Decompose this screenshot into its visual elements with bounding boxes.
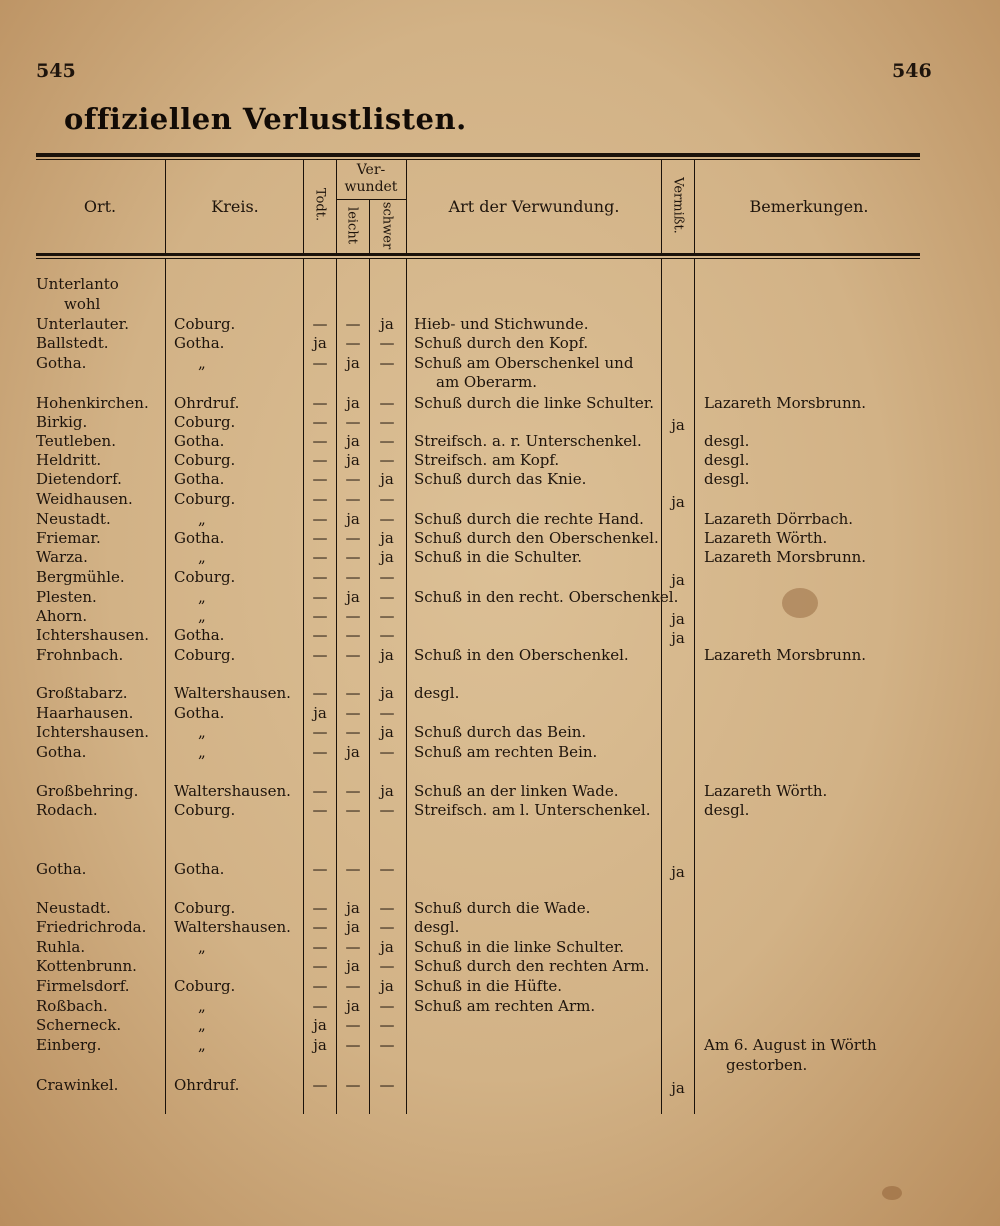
cell-schwer: — <box>379 451 395 469</box>
cell-ort: Friemar. <box>36 529 101 547</box>
cell-leicht: — <box>345 977 361 995</box>
cell-ort: Rodach. <box>36 801 98 819</box>
cell-schwer: — <box>379 510 395 528</box>
cell-ort: Gotha. <box>36 354 87 372</box>
cell-art: Streifsch. a. r. Unterschenkel. <box>414 432 642 450</box>
cell-leicht: — <box>345 529 361 547</box>
cell-todt: — <box>312 782 328 800</box>
cell-schwer: — <box>379 588 395 606</box>
cell-leicht: — <box>345 490 361 508</box>
cell-art: Schuß in die Hüfte. <box>414 977 563 995</box>
cell-todt: — <box>312 432 328 450</box>
cell-ort: Roßbach. <box>36 997 108 1015</box>
cell-schwer: — <box>379 354 395 372</box>
cell-todt: ja <box>313 704 327 722</box>
cell-leicht: — <box>345 315 361 333</box>
cell-leicht: ja <box>346 510 360 528</box>
header-ort: Ort. <box>83 197 117 216</box>
cell-kreis: „ <box>198 607 206 625</box>
cell-schwer: — <box>379 490 395 508</box>
cell-ort: Großbehring. <box>36 782 139 800</box>
cell-ort: Scherneck. <box>36 1016 122 1034</box>
cell-art: Schuß in die linke Schulter. <box>414 938 625 956</box>
cell-leicht: — <box>345 568 361 586</box>
cell-vermisst: ja <box>671 1079 685 1097</box>
cell-schwer: — <box>379 626 395 644</box>
cell-ort: Crawinkel. <box>36 1076 119 1094</box>
verwundet-subrule <box>336 199 406 200</box>
cell-schwer: — <box>379 997 395 1015</box>
column-divider <box>303 259 304 1114</box>
cell-leicht: — <box>345 470 361 488</box>
cell-ort: Hohenkirchen. <box>36 394 149 412</box>
cell-kreis: Coburg. <box>174 315 236 333</box>
cell-kreis: Coburg. <box>174 568 236 586</box>
cell-todt: — <box>312 684 328 702</box>
cell-kreis: Gotha. <box>174 432 225 450</box>
cell-schwer: — <box>379 1036 395 1054</box>
cell-kreis: Gotha. <box>174 626 225 644</box>
cell-schwer: — <box>379 413 395 431</box>
cell-art: Schuß durch das Bein. <box>414 723 587 741</box>
cell-art: Streifsch. am Kopf. <box>414 451 560 469</box>
cell-kreis: „ <box>198 548 206 566</box>
cell-kreis: Coburg. <box>174 646 236 664</box>
cell-ort: Gotha. <box>36 860 87 878</box>
cell-ort: Ahorn. <box>36 607 88 625</box>
cell-bemerkungen: gestorben. <box>726 1056 808 1074</box>
cell-kreis: „ <box>198 1036 206 1054</box>
cell-art: Schuß durch die linke Schulter. <box>414 394 655 412</box>
cell-bemerkungen: Lazareth Dörrbach. <box>704 510 854 528</box>
cell-art: Schuß am rechten Bein. <box>414 743 598 761</box>
page-heading: offiziellen Verlustlisten. <box>64 102 467 136</box>
cell-todt: — <box>312 470 328 488</box>
cell-leicht: ja <box>346 918 360 936</box>
cell-leicht: ja <box>346 899 360 917</box>
cell-leicht: — <box>345 704 361 722</box>
cell-kreis: Ohrdruf. <box>174 394 240 412</box>
cell-vermisst: ja <box>671 493 685 511</box>
cell-ort: Neustadt. <box>36 899 111 917</box>
cell-vermisst: ja <box>671 863 685 881</box>
cell-todt: — <box>312 529 328 547</box>
cell-leicht: — <box>345 607 361 625</box>
cell-kreis: Coburg. <box>174 899 236 917</box>
cell-kreis: „ <box>198 997 206 1015</box>
cell-schwer: — <box>379 1076 395 1094</box>
header-art: Art der Verwundung. <box>448 197 620 216</box>
cell-todt: — <box>312 607 328 625</box>
column-divider <box>303 160 304 253</box>
cell-art: Schuß durch den Kopf. <box>414 334 589 352</box>
column-divider <box>694 259 695 1114</box>
cell-ort: Neustadt. <box>36 510 111 528</box>
cell-todt: — <box>312 568 328 586</box>
column-divider <box>369 200 370 253</box>
cell-todt: — <box>312 354 328 372</box>
cell-kreis: Gotha. <box>174 470 225 488</box>
cell-ort: wohl <box>64 295 101 313</box>
cell-kreis: Gotha. <box>174 704 225 722</box>
cell-leicht: — <box>345 413 361 431</box>
page-number-right: 546 <box>892 60 932 82</box>
cell-schwer: — <box>379 743 395 761</box>
cell-schwer: — <box>379 568 395 586</box>
cell-schwer: — <box>379 801 395 819</box>
cell-leicht: ja <box>346 957 360 975</box>
cell-schwer: — <box>379 432 395 450</box>
cell-art: Schuß durch das Knie. <box>414 470 587 488</box>
cell-art: Schuß durch die Wade. <box>414 899 591 917</box>
cell-leicht: — <box>345 1036 361 1054</box>
cell-kreis: Gotha. <box>174 334 225 352</box>
cell-art: am Oberarm. <box>436 373 537 391</box>
cell-ort: Einberg. <box>36 1036 102 1054</box>
cell-leicht: — <box>345 548 361 566</box>
cell-leicht: — <box>345 646 361 664</box>
cell-schwer: — <box>379 394 395 412</box>
cell-todt: — <box>312 918 328 936</box>
cell-ort: Warza. <box>36 548 88 566</box>
cell-schwer: ja <box>380 977 394 995</box>
cell-art: Schuß in die Schulter. <box>414 548 583 566</box>
cell-todt: — <box>312 957 328 975</box>
cell-bemerkungen: desgl. <box>704 801 750 819</box>
cell-kreis: Waltershausen. <box>174 918 291 936</box>
table-top-rule-thin <box>36 159 920 160</box>
cell-ort: Plesten. <box>36 588 97 606</box>
cell-kreis: „ <box>198 723 206 741</box>
cell-schwer: ja <box>380 315 394 333</box>
cell-ort: Firmelsdorf. <box>36 977 130 995</box>
cell-todt: — <box>312 588 328 606</box>
cell-todt: — <box>312 490 328 508</box>
cell-art: Schuß am rechten Arm. <box>414 997 596 1015</box>
cell-todt: — <box>312 315 328 333</box>
cell-todt: — <box>312 938 328 956</box>
cell-todt: — <box>312 1076 328 1094</box>
cell-todt: — <box>312 413 328 431</box>
cell-ort: Gotha. <box>36 743 87 761</box>
cell-ort: Ichtershausen. <box>36 723 150 741</box>
cell-bemerkungen: Lazareth Morsbrunn. <box>704 646 867 664</box>
column-divider <box>165 259 166 1114</box>
cell-art: Schuß durch die rechte Hand. <box>414 510 644 528</box>
cell-ort: Haarhausen. <box>36 704 134 722</box>
cell-todt: — <box>312 646 328 664</box>
cell-todt: — <box>312 451 328 469</box>
cell-schwer: ja <box>380 646 394 664</box>
cell-art: Hieb- und Stichwunde. <box>414 315 589 333</box>
cell-leicht: — <box>345 1076 361 1094</box>
cell-ort: Großtabarz. <box>36 684 128 702</box>
cell-bemerkungen: Lazareth Wörth. <box>704 529 828 547</box>
cell-art: desgl. <box>414 918 460 936</box>
cell-schwer: — <box>379 918 395 936</box>
cell-leicht: ja <box>346 743 360 761</box>
cell-schwer: ja <box>380 723 394 741</box>
header-kreis: Kreis. <box>211 197 259 216</box>
page-number-left: 545 <box>36 60 76 82</box>
cell-kreis: Waltershausen. <box>174 684 291 702</box>
cell-leicht: — <box>345 1016 361 1034</box>
cell-kreis: „ <box>198 1016 206 1034</box>
cell-leicht: ja <box>346 394 360 412</box>
cell-kreis: „ <box>198 743 206 761</box>
cell-todt: — <box>312 997 328 1015</box>
cell-kreis: „ <box>198 354 206 372</box>
column-divider <box>406 160 407 253</box>
cell-schwer: — <box>379 1016 395 1034</box>
cell-leicht: ja <box>346 432 360 450</box>
header-todt: Todt. <box>312 187 328 222</box>
cell-ort: Ballstedt. <box>36 334 109 352</box>
cell-ort: Kottenbrunn. <box>36 957 137 975</box>
cell-leicht: — <box>345 938 361 956</box>
ink-stain <box>882 1186 902 1200</box>
header-bottom-rule <box>36 253 920 256</box>
cell-ort: Dietendorf. <box>36 470 122 488</box>
cell-schwer: ja <box>380 548 394 566</box>
cell-kreis: Coburg. <box>174 801 236 819</box>
cell-ort: Friedrichroda. <box>36 918 147 936</box>
cell-ort: Ruhla. <box>36 938 86 956</box>
cell-todt: ja <box>313 1016 327 1034</box>
table-top-rule <box>36 153 920 157</box>
header-verwundet: Ver- wundet <box>344 162 398 195</box>
cell-bemerkungen: desgl. <box>704 451 750 469</box>
cell-ort: Frohnbach. <box>36 646 124 664</box>
cell-art: Schuß am Oberschenkel und <box>414 354 634 372</box>
cell-schwer: — <box>379 899 395 917</box>
cell-bemerkungen: Am 6. August in Wörth <box>704 1036 877 1054</box>
column-divider <box>165 160 166 253</box>
cell-todt: — <box>312 743 328 761</box>
cell-ort: Teutleben. <box>36 432 116 450</box>
header-bottom-rule-thin <box>36 258 920 259</box>
cell-leicht: ja <box>346 354 360 372</box>
cell-ort: Bergmühle. <box>36 568 125 586</box>
cell-schwer: — <box>379 607 395 625</box>
cell-vermisst: ja <box>671 416 685 434</box>
column-divider <box>661 259 662 1114</box>
cell-vermisst: ja <box>671 571 685 589</box>
column-divider <box>694 160 695 253</box>
cell-bemerkungen: desgl. <box>704 470 750 488</box>
cell-kreis: Ohrdruf. <box>174 1076 240 1094</box>
cell-ort: Unterlanto <box>36 275 119 293</box>
cell-todt: — <box>312 860 328 878</box>
cell-kreis: „ <box>198 588 206 606</box>
cell-ort: Ichtershausen. <box>36 626 150 644</box>
header-bemerkungen: Bemerkungen. <box>749 197 869 216</box>
cell-todt: ja <box>313 334 327 352</box>
cell-todt: — <box>312 394 328 412</box>
cell-leicht: — <box>345 801 361 819</box>
cell-leicht: ja <box>346 997 360 1015</box>
cell-art: Schuß in den Oberschenkel. <box>414 646 629 664</box>
cell-todt: — <box>312 548 328 566</box>
cell-schwer: ja <box>380 529 394 547</box>
cell-art: desgl. <box>414 684 460 702</box>
cell-art: Schuß durch den rechten Arm. <box>414 957 650 975</box>
cell-todt: — <box>312 723 328 741</box>
cell-kreis: „ <box>198 510 206 528</box>
cell-schwer: ja <box>380 938 394 956</box>
cell-bemerkungen: Lazareth Morsbrunn. <box>704 394 867 412</box>
cell-schwer: ja <box>380 470 394 488</box>
cell-ort: Weidhausen. <box>36 490 133 508</box>
cell-kreis: Coburg. <box>174 413 236 431</box>
header-schwer: schwer <box>379 201 395 250</box>
cell-bemerkungen: desgl. <box>704 432 750 450</box>
cell-bemerkungen: Lazareth Morsbrunn. <box>704 548 867 566</box>
cell-ort: Unterlauter. <box>36 315 129 333</box>
cell-leicht: — <box>345 626 361 644</box>
cell-schwer: ja <box>380 782 394 800</box>
column-divider <box>661 160 662 253</box>
cell-art: Schuß an der linken Wade. <box>414 782 619 800</box>
cell-leicht: ja <box>346 588 360 606</box>
cell-schwer: — <box>379 704 395 722</box>
header-vermisst: Vermißt. <box>670 177 686 234</box>
cell-kreis: Waltershausen. <box>174 782 291 800</box>
cell-kreis: „ <box>198 938 206 956</box>
cell-art: Schuß durch den Oberschenkel. <box>414 529 659 547</box>
cell-vermisst: ja <box>671 629 685 647</box>
cell-schwer: — <box>379 957 395 975</box>
cell-todt: — <box>312 899 328 917</box>
cell-todt: — <box>312 510 328 528</box>
cell-schwer: — <box>379 334 395 352</box>
cell-kreis: Gotha. <box>174 860 225 878</box>
cell-bemerkungen: Lazareth Wörth. <box>704 782 828 800</box>
header-leicht: leicht <box>344 207 360 244</box>
cell-leicht: — <box>345 860 361 878</box>
column-divider <box>406 259 407 1114</box>
cell-kreis: Coburg. <box>174 451 236 469</box>
cell-kreis: Coburg. <box>174 977 236 995</box>
cell-kreis: Gotha. <box>174 529 225 547</box>
cell-leicht: — <box>345 782 361 800</box>
cell-leicht: — <box>345 684 361 702</box>
cell-ort: Birkig. <box>36 413 88 431</box>
cell-todt: ja <box>313 1036 327 1054</box>
cell-vermisst: ja <box>671 610 685 628</box>
cell-todt: — <box>312 977 328 995</box>
cell-art: Streifsch. am l. Unterschenkel. <box>414 801 651 819</box>
cell-todt: — <box>312 626 328 644</box>
cell-schwer: ja <box>380 684 394 702</box>
cell-leicht: — <box>345 334 361 352</box>
ink-stain <box>782 588 818 618</box>
cell-art: Schuß in den recht. Oberschenkel. <box>414 588 679 606</box>
cell-leicht: — <box>345 723 361 741</box>
cell-ort: Heldritt. <box>36 451 102 469</box>
cell-schwer: — <box>379 860 395 878</box>
cell-todt: — <box>312 801 328 819</box>
cell-kreis: Coburg. <box>174 490 236 508</box>
cell-leicht: ja <box>346 451 360 469</box>
